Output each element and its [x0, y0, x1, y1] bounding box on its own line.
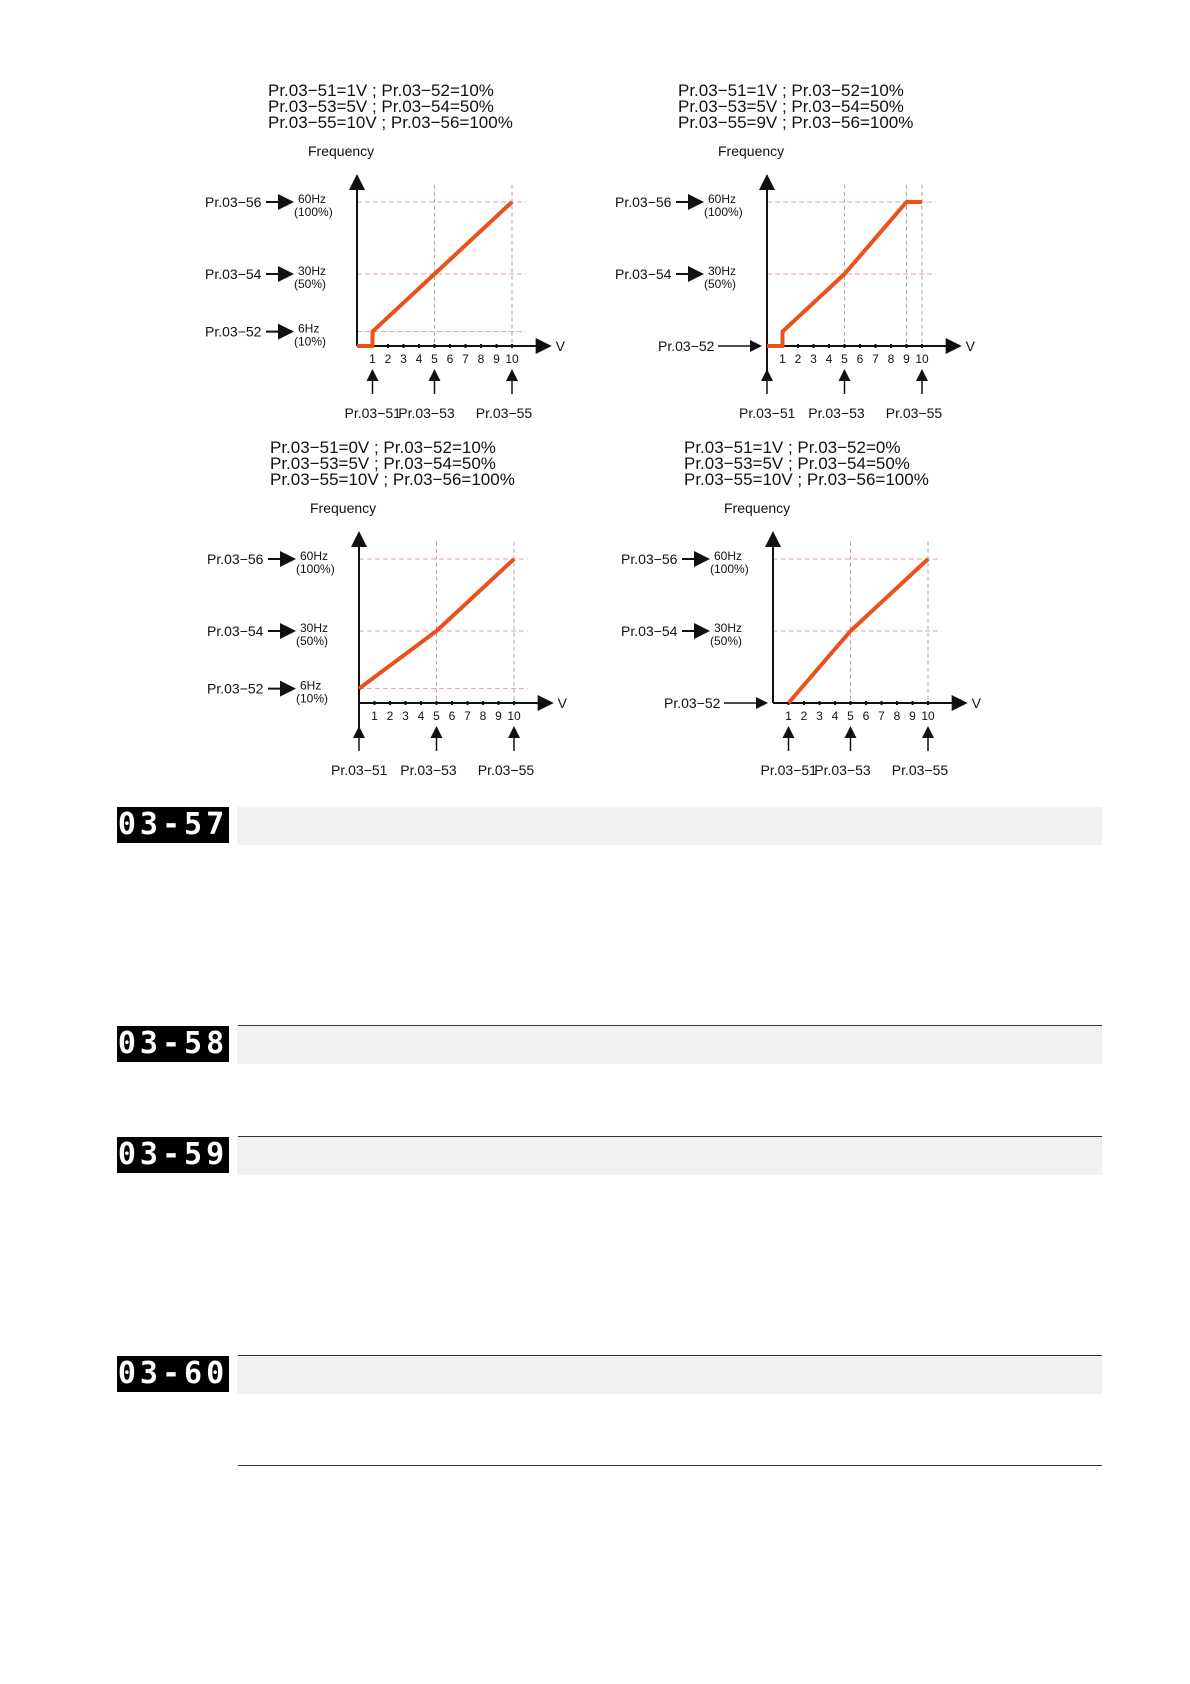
x-tick-label: 8: [893, 709, 901, 723]
x-tick-label: 3: [400, 352, 407, 366]
x-tick-label: 8: [887, 352, 895, 366]
x-tick-label: 5: [433, 709, 440, 723]
chart-bottom-left: [207, 437, 632, 778]
x-param-label: Pr.03−53: [808, 405, 865, 421]
x-param-label: Pr.03−55: [475, 405, 533, 421]
chart-header-line: Pr.03−51=0V ; Pr.03−52=10%: [270, 438, 496, 457]
x-tick-label: 4: [825, 352, 833, 366]
chart-header-line: Pr.03−55=9V ; Pr.03−56=100%: [678, 113, 914, 132]
param-code-badge: 03-60: [117, 1356, 229, 1391]
x-tick-label: 9: [493, 352, 500, 366]
x-param-label: Pr.03−51: [739, 405, 796, 421]
x-param-label: Pr.03−55: [885, 405, 943, 421]
param-header-03-59: [117, 1137, 1102, 1175]
x-tick-label: 10: [921, 709, 935, 723]
param-header-03-58: [117, 1026, 1102, 1064]
x-param-label: Pr.03−53: [814, 762, 871, 778]
param-code-badge: 03-58: [117, 1026, 229, 1061]
y-hz-label: 60Hz: [708, 192, 737, 206]
y-hz-label: 30Hz: [300, 621, 329, 635]
param-title-bar: [237, 1356, 1102, 1394]
x-tick-label: 9: [495, 709, 502, 723]
y-axis-label: Frequency: [310, 500, 377, 516]
x-tick-label: 5: [431, 352, 438, 366]
x-tick-label: 6: [448, 709, 456, 723]
chart-header-line: Pr.03−53=5V ; Pr.03−54=50%: [268, 97, 494, 116]
x-tick-label: 9: [903, 352, 910, 366]
x-tick-label: 1: [369, 352, 376, 366]
y-param-label: Pr.03−56: [207, 551, 264, 567]
x-tick-label: 6: [856, 352, 864, 366]
x-tick-label: 3: [810, 352, 817, 366]
param-header-03-60: [117, 1356, 1102, 1394]
y-hz-label: 6Hz: [300, 678, 322, 693]
chart-header-line: Pr.03−53=5V ; Pr.03−54=50%: [270, 454, 496, 473]
chart-header-line: Pr.03−55=10V ; Pr.03−56=100%: [270, 470, 515, 489]
x-tick-label: 7: [464, 709, 471, 723]
x-tick-label: 3: [816, 709, 823, 723]
y-percent-label: (100%): [296, 562, 335, 576]
y-percent-label: (50%): [296, 634, 329, 648]
x-param-label: Pr.03−53: [400, 762, 457, 778]
chart-header-line: Pr.03−55=10V ; Pr.03−56=100%: [268, 113, 513, 132]
x-param-label: Pr.03−51: [331, 762, 388, 778]
x-tick-label: 5: [841, 352, 848, 366]
y-param-label: Pr.03−56: [615, 194, 672, 210]
x-tick-label: 4: [417, 709, 425, 723]
x-tick-label: 4: [415, 352, 423, 366]
x-param-label: Pr.03−55: [891, 762, 949, 778]
y-hz-label: 30Hz: [714, 621, 743, 635]
param-code-badge: 03-57: [117, 807, 229, 842]
chart-header-line: Pr.03−51=1V ; Pr.03−52=10%: [268, 81, 494, 100]
x-tick-label: 2: [386, 709, 394, 723]
chart-top-right: [615, 80, 1040, 421]
y-hz-label: 30Hz: [298, 264, 327, 278]
x-axis-unit: V: [965, 338, 975, 354]
y-percent-label: (10%): [294, 334, 327, 349]
chart-top-left: [205, 80, 630, 421]
x-param-label: Pr.03−55: [477, 762, 535, 778]
x-param-label: Pr.03−51: [760, 762, 817, 778]
param-title-bar: [237, 807, 1102, 845]
x-tick-label: 6: [446, 352, 454, 366]
chart-svg: [621, 437, 1046, 778]
chart-svg: [615, 80, 1040, 421]
param-code-badge: 03-59: [117, 1137, 229, 1172]
x-tick-label: 1: [785, 709, 792, 723]
chart-svg: [207, 437, 632, 778]
param-header-03-57: [117, 807, 1102, 845]
x-tick-label: 9: [909, 709, 916, 723]
y-percent-label: (100%): [294, 205, 333, 219]
y-hz-label: 30Hz: [708, 264, 737, 278]
chart-bottom-right: [621, 437, 1046, 778]
y-hz-label: 60Hz: [714, 549, 743, 563]
x-tick-label: 7: [872, 352, 879, 366]
y-param-label: Pr.03−52: [207, 680, 264, 697]
y-axis-label: Frequency: [308, 143, 375, 159]
x-tick-label: 3: [402, 709, 409, 723]
param-title-bar: [237, 1026, 1102, 1064]
x-tick-label: 6: [862, 709, 870, 723]
y-hz-label: 60Hz: [298, 192, 327, 206]
y-param-label: Pr.03−52: [205, 323, 262, 340]
x-tick-label: 2: [800, 709, 808, 723]
chart-header-line: Pr.03−51=1V ; Pr.03−52=10%: [678, 81, 904, 100]
x-tick-label: 1: [779, 352, 786, 366]
y-param-label: Pr.03−54: [615, 266, 672, 282]
y-axis-label: Frequency: [724, 500, 791, 516]
x-tick-label: 8: [479, 709, 487, 723]
chart-header-line: Pr.03−51=1V ; Pr.03−52=0%: [684, 438, 901, 457]
y-percent-label: (50%): [704, 277, 737, 291]
y-percent-label: (50%): [710, 634, 743, 648]
y-percent-label: (50%): [294, 277, 327, 291]
x-param-label: Pr.03−51: [344, 405, 401, 421]
y-percent-label: (100%): [704, 205, 743, 219]
x-tick-label: 8: [477, 352, 485, 366]
y-param-label: Pr.03−54: [205, 266, 262, 282]
chart-header-line: Pr.03−53=5V ; Pr.03−54=50%: [684, 454, 910, 473]
y-param-label: Pr.03−54: [621, 623, 678, 639]
x-tick-label: 4: [831, 709, 839, 723]
y-hz-label: 60Hz: [300, 549, 329, 563]
chart-header-line: Pr.03−53=5V ; Pr.03−54=50%: [678, 97, 904, 116]
y-param-label: Pr.03−52: [658, 338, 715, 354]
y-param-label: Pr.03−56: [205, 194, 262, 210]
x-tick-label: 10: [507, 709, 521, 723]
chart-header-line: Pr.03−55=10V ; Pr.03−56=100%: [684, 470, 929, 489]
y-percent-label: (10%): [296, 691, 329, 706]
y-hz-label: 6Hz: [298, 321, 320, 336]
x-axis-unit: V: [555, 338, 565, 354]
x-tick-label: 10: [505, 352, 519, 366]
x-tick-label: 1: [371, 709, 378, 723]
chart-svg: [205, 80, 630, 421]
y-percent-label: (100%): [710, 562, 749, 576]
y-axis-label: Frequency: [718, 143, 785, 159]
x-tick-label: 10: [915, 352, 929, 366]
y-param-label: Pr.03−56: [621, 551, 678, 567]
x-tick-label: 7: [878, 709, 885, 723]
x-tick-label: 2: [794, 352, 802, 366]
y-param-label: Pr.03−52: [664, 695, 721, 711]
param-title-bar: [237, 1137, 1102, 1175]
x-tick-label: 5: [847, 709, 854, 723]
x-param-label: Pr.03−53: [398, 405, 455, 421]
x-axis-unit: V: [557, 695, 567, 711]
x-tick-label: 2: [384, 352, 392, 366]
divider: [238, 1465, 1102, 1466]
x-axis-unit: V: [971, 695, 981, 711]
x-tick-label: 7: [462, 352, 469, 366]
y-param-label: Pr.03−54: [207, 623, 264, 639]
